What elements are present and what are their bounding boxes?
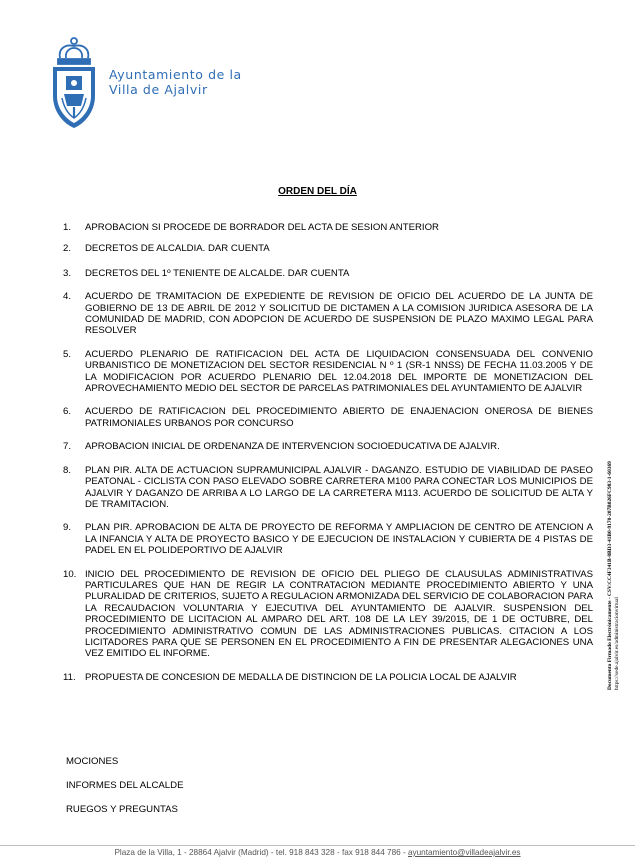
footer-separator: - xyxy=(183,848,189,857)
agenda-item-number: 6. xyxy=(63,406,72,418)
agenda-item-number: 10. xyxy=(63,568,77,580)
signature-verify-url: https://sede.ajalvir.es/administracionvirtual xyxy=(614,597,620,690)
agenda-item xyxy=(63,268,593,279)
footer-city: 28864 Ajalvir (Madrid) xyxy=(188,848,269,857)
footer-separator: - xyxy=(402,848,408,857)
ruegos-preguntas-heading: RUEGOS Y PREGUNTAS xyxy=(66,804,178,815)
agenda-item-text: INICIO DEL PROCEDIMIENTO DE REVISION DE OFICIO DEL PLIEGO DE CLAUSULAS ADMINISTRATIVAS PARTICULARES QUE HAN DE REGIR LA CONTRATACION MEDIANTE PROCEDIMIENTO ABIERTO Y UNA PLURALIDAD DE CRITERIOS, SUJETO A REGULACION ARMONIZADA DEL SERVICIO DE COLABORACION PARA LA RECAUDACION VOLUNTARIA Y EJECUTIVA DEL AYUNTAMIENTO DE AJALVIR. SUSPENSION DEL PROCEDIMIENTO DE LICITACION AL AMPARO DEL ART. 108 DE LA LEY 39/2015, DE 1 DE OCTUBRE, DEL PROCEDIMIENTO ADMINISTRATIVO COMUN DE LAS ADMINISTRACIONES PUBLICAS. CITACION A LOS LICITADORES PARA QUE SE PERSONEN EN EL PROCEDIMIENTO A FIN DE PRESENTAR ALEGACIONES UNA VEZ EMITIDO EL INFORME. xyxy=(85,568,593,660)
agenda-title: ORDEN DEL DÍA xyxy=(278,186,357,197)
agenda-item-number: 1. xyxy=(63,222,72,233)
agenda-item xyxy=(63,291,593,337)
footer-fax: fax 918 844 786 xyxy=(341,848,401,857)
agenda-item xyxy=(63,522,593,556)
agenda-item xyxy=(63,465,593,511)
footer-phone: tel. 918 843 328 xyxy=(275,848,335,857)
agenda-item xyxy=(63,406,593,429)
agenda-item-text: APROBACION INICIAL DE ORDENANZA DE INTERVENCION SOCIOEDUCATIVA DE AJALVIR. xyxy=(85,441,500,453)
agenda-item xyxy=(63,672,593,683)
coat-of-arms-logo xyxy=(48,36,100,130)
agenda-item-number: 5. xyxy=(63,348,72,360)
mociones-heading: MOCIONES xyxy=(66,756,119,767)
agenda-list xyxy=(63,222,593,683)
agenda-item xyxy=(63,349,593,395)
footer-divider xyxy=(0,845,635,846)
footer-address: Plaza de la Villa, 1 xyxy=(114,848,182,857)
electronic-signature-note xyxy=(607,380,621,690)
footer xyxy=(0,848,635,857)
agenda-item-number: 11. xyxy=(63,671,76,683)
organization-name-line2: Villa de Ajalvir xyxy=(109,82,208,97)
agenda-item xyxy=(63,222,593,233)
agenda-item-text: DECRETOS DE ALCALDIA. DAR CUENTA xyxy=(85,243,270,255)
agenda-item-text: ACUERDO DE TRAMITACION DE EXPEDIENTE DE REVISION DE OFICIO DEL ACUERDO DE LA JUNTA DE GOBIERNO DE 13 DE ABRIL DE 2012 Y SOLICITUD DE DICTAMEN A LA COMISION JURIDICA ASESORA DE LA COMUNIDAD DE MADRID, CON ADOPCION DE ACUERDO DE SUSPENSION DE PLAZO MAXIMO LEGAL PARA RESOLVER xyxy=(85,291,593,337)
agenda-item-text: ACUERDO DE RATIFICACION DEL PROCEDIMIENTO ABIERTO DE ENAJENACION ONEROSA DE BIENES PATRIMONIALES URBANOS POR CONCURSO xyxy=(85,406,593,429)
agenda-item-text: PROPUESTA DE CONCESION DE MEDALLA DE DISTINCION DE LA POLICIA LOCAL DE AJALVIR xyxy=(85,671,517,683)
agenda-item xyxy=(63,243,593,254)
organization-name xyxy=(109,67,242,97)
agenda-item-text: ACUERDO PLENARIO DE RATIFICACION DEL ACTA DE LIQUIDACION CONSENSUADA DEL CONVENIO URBANISTICO DE MONETIZACION DEL SECTOR RESIDENCIAL N º 1 (SR-1 NNSS) DE FECHA 11.03.2005 Y DE LA MODIFICACION POR ACUERDO PLENARIO DEL 12.04.2018 DEL IMPORTE DE MONETIZACION DEL APROVECHAMIENTO MEDIO DEL SECTOR DE PARCELAS PATRIMONIALES DEL AYUNTAMIENTO DE AJALVIR xyxy=(85,348,593,395)
signature-csv-text: Documento Firmado Electrónicamente - CSV:CC4F341B-8BD3-41B0-9170-207B026FC983-1-60369 xyxy=(607,461,613,690)
informes-alcalde-heading: INFORMES DEL ALCALDE xyxy=(66,780,184,791)
agenda-item-number: 4. xyxy=(63,291,72,303)
footer-email-link[interactable]: ayuntamiento@villadeajalvir.es xyxy=(407,848,521,857)
agenda-item-text: PLAN PIR. APROBACION DE ALTA DE PROYECTO DE REFORMA Y AMPLIACION DE CENTRO DE ATENCION A LA INFANCIA Y ALTA DE PROYECTO BASICO Y DE EJECUCION DE INSTALACION Y CUBIERTA DE 4 PISTAS DE PADEL EN EL POLIDEPORTIVO DE AJALVIR xyxy=(85,522,593,557)
footer-separator: - xyxy=(270,848,276,857)
agenda-item xyxy=(63,569,593,660)
organization-name-line1: Ayuntamiento de la xyxy=(109,67,242,82)
agenda-item xyxy=(63,441,593,452)
footer-separator: - xyxy=(336,848,342,857)
agenda-item-number: 7. xyxy=(63,441,72,453)
agenda-item-text: APROBACION SI PROCEDE DE BORRADOR DEL ACTA DE SESION ANTERIOR xyxy=(85,222,439,233)
agenda-item-number: 8. xyxy=(63,464,72,476)
agenda-item-number: 9. xyxy=(63,522,72,534)
agenda-item-text: DECRETOS DEL 1º TENIENTE DE ALCALDE. DAR CUENTA xyxy=(85,267,350,279)
agenda-item-number: 3. xyxy=(63,267,72,279)
agenda-item-text: PLAN PIR. ALTA DE ACTUACION SUPRAMUNICIPAL AJALVIR - DAGANZO. ESTUDIO DE VIABILIDAD DE PASEO PEATONAL - CICLISTA CON PASO ELEVADO SOBRE CARRETERA M100 PARA CONECTAR LOS MUNICIPIOS DE AJALVIR Y DAGANZO DE ARRIBA A LO LARGO DE LA CARRETERA M113. ACUERDO DE SOLICITUD DE ALTA Y DE TRAMITACION. xyxy=(85,464,593,510)
agenda-item-number: 2. xyxy=(63,243,72,255)
